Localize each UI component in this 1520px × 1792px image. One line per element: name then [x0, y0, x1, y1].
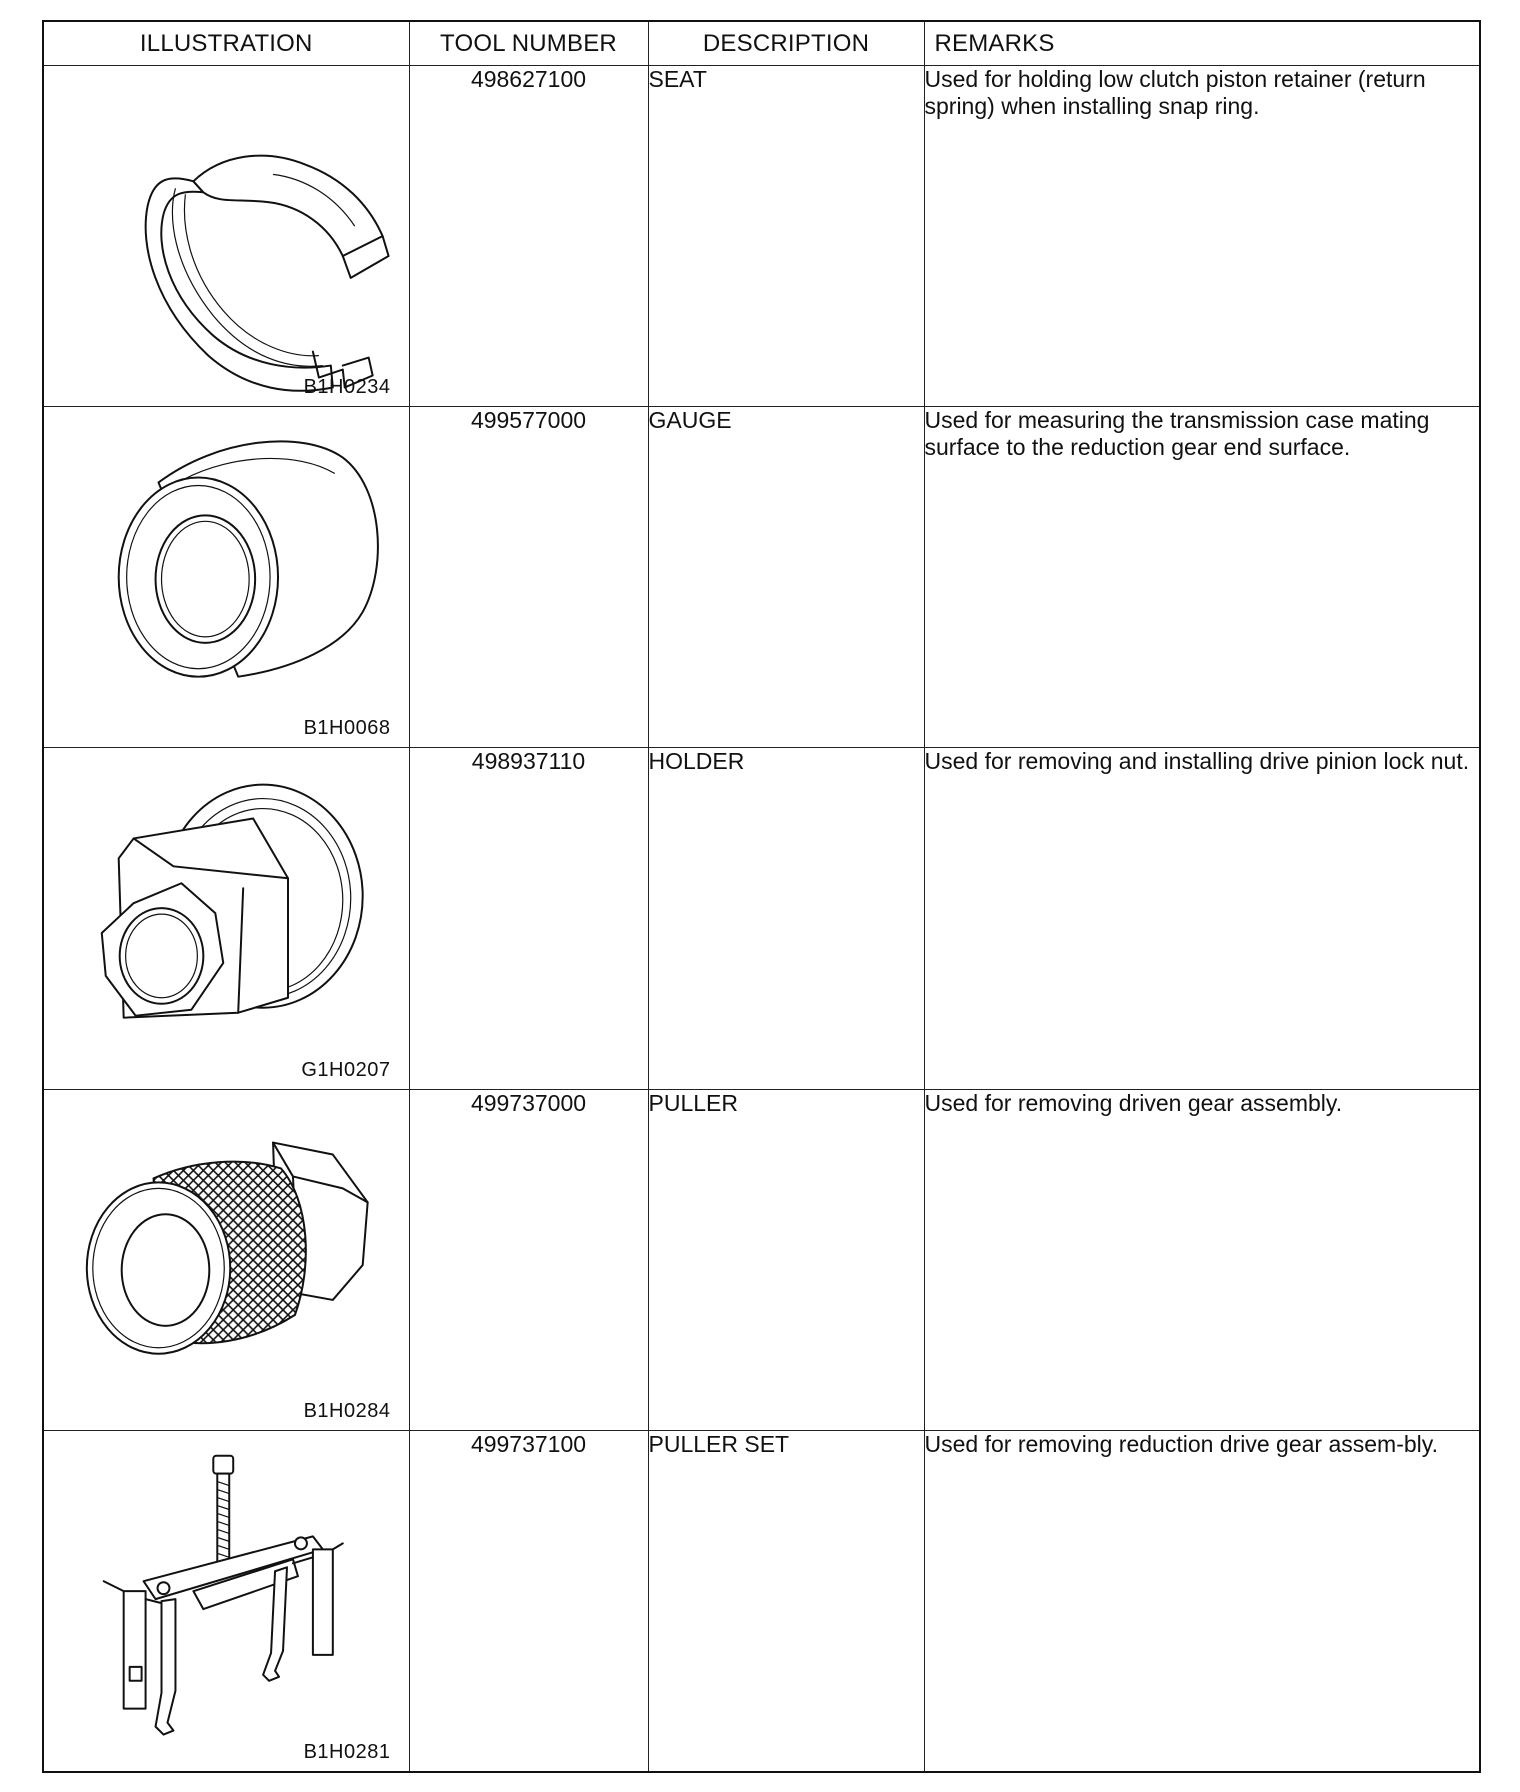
- description: HOLDER: [648, 748, 924, 1089]
- illustration-cell: [43, 407, 409, 748]
- special-tools-table: [42, 20, 1481, 1773]
- table-row: [43, 1430, 1480, 1772]
- header-remarks: REMARKS: [924, 21, 1480, 66]
- tool-number: 499577000: [409, 407, 648, 748]
- table-header-row: [43, 21, 1480, 66]
- tool-number: 498937110: [409, 748, 648, 1089]
- description: GAUGE: [648, 407, 924, 748]
- remarks: Used for removing driven gear assembly.: [924, 1089, 1480, 1430]
- header-illustration: ILLUSTRATION: [43, 21, 409, 66]
- description: PULLER: [648, 1089, 924, 1430]
- remarks: Used for holding low clutch piston retainer (return spring) when installing snap ring.: [924, 66, 1480, 407]
- tool-number: 499737100: [409, 1430, 648, 1772]
- illustration-code: B1H0234: [303, 376, 391, 399]
- description: PULLER SET: [648, 1430, 924, 1772]
- illustration-cell: [43, 66, 409, 407]
- table-row: [43, 1089, 1480, 1430]
- table-row: [43, 66, 1480, 407]
- tool-number: 499737000: [409, 1089, 648, 1430]
- knurled-puller-icon: [44, 1090, 409, 1430]
- tool-number: 498627100: [409, 66, 648, 407]
- table-row: [43, 748, 1480, 1089]
- hex-holder-icon: [44, 748, 409, 1088]
- illustration-code: B1H0284: [303, 1399, 391, 1422]
- illustration-cell: [43, 748, 409, 1089]
- illustration-code: B1H0281: [303, 1741, 391, 1763]
- illustration-cell: [43, 1089, 409, 1430]
- two-jaw-puller-set-icon: [44, 1431, 409, 1771]
- table-row: [43, 407, 1480, 748]
- illustration-code: G1H0207: [301, 1058, 391, 1081]
- header-tool-number: TOOL NUMBER: [409, 21, 648, 66]
- description: SEAT: [648, 66, 924, 407]
- cylinder-gauge-icon: [44, 407, 409, 747]
- remarks: Used for removing and installing drive pinion lock nut.: [924, 748, 1480, 1089]
- split-seat-ring-icon: [44, 66, 409, 406]
- header-description: DESCRIPTION: [648, 21, 924, 66]
- remarks: Used for removing reduction drive gear assem-bly.: [924, 1430, 1480, 1772]
- remarks: Used for measuring the transmission case mating surface to the reduction gear end surface.: [924, 407, 1480, 748]
- illustration-code: B1H0068: [303, 717, 391, 740]
- illustration-cell: [43, 1430, 409, 1772]
